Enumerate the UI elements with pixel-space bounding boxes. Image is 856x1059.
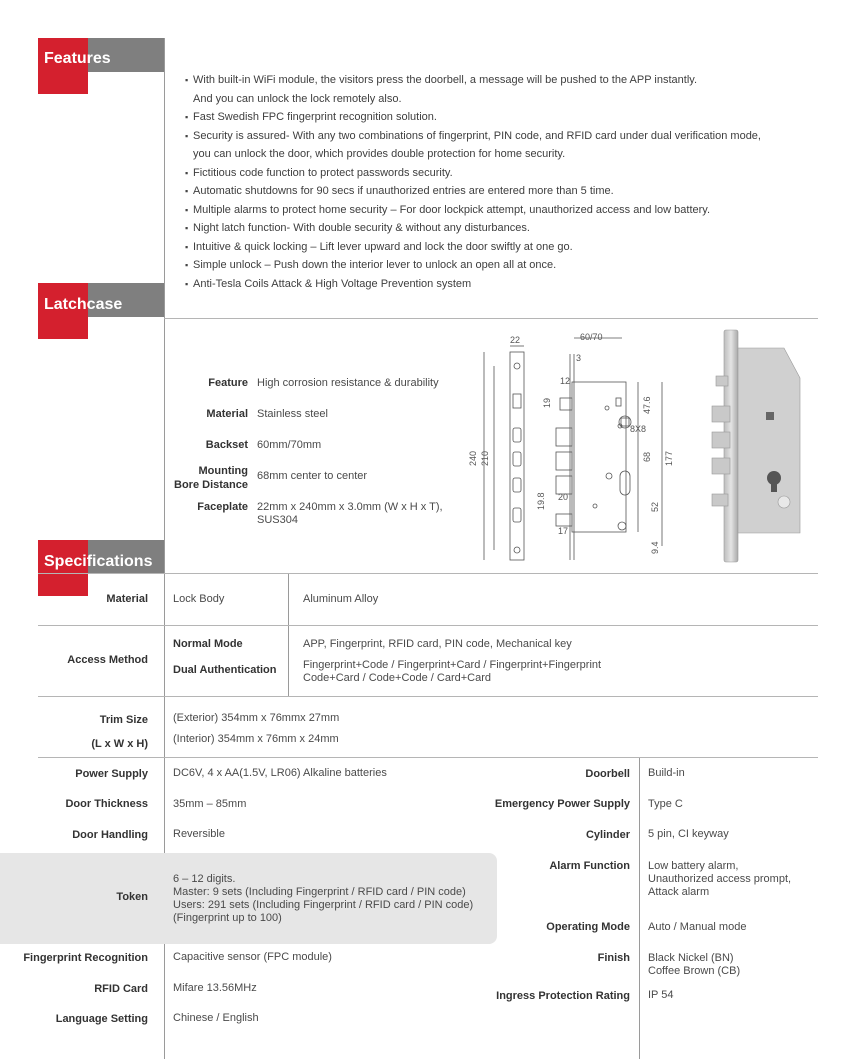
spec-value-cylinder: 5 pin, CI keyway: [648, 828, 729, 840]
screw-hole: [514, 363, 520, 369]
divider: [164, 318, 818, 319]
specifications-title: Specifications: [44, 553, 153, 570]
spec-value-door-thickness: 35mm – 85mm: [173, 798, 247, 810]
feature-item: ▪ Fast Swedish FPC fingerprint recognition solution.: [185, 108, 761, 127]
spec-label-emergency: Emergency Power Supply: [494, 798, 630, 810]
latch-value-material: Stainless steel: [257, 408, 328, 420]
spec-value-alarm: Low battery alarm, Unauthorized access prompt, Attack alarm: [648, 860, 792, 898]
feature-item: ▪ Night latch function- With double security & without any disturbances.: [185, 219, 761, 238]
spec-right-divider: [639, 757, 640, 1059]
faceplate-outline: [510, 352, 524, 560]
screw: [618, 522, 626, 530]
photo-spindle: [766, 412, 774, 420]
screw: [606, 473, 612, 479]
latch-value-faceplate: 22mm x 240mm x 3.0mm (W x H x T), SUS304: [257, 501, 443, 526]
screw: [605, 406, 609, 410]
spec-normal-mode-value: APP, Fingerprint, RFID card, PIN code, Mechanical key: [303, 638, 572, 650]
small-slot: [616, 398, 621, 406]
dim-177: 177: [664, 450, 674, 466]
screw: [593, 504, 597, 508]
spec-label-alarm: Alarm Function: [549, 860, 630, 872]
spec-value-rfid: Mifare 13.56MHz: [173, 982, 257, 994]
latch-label-faceplate: Faceplate: [197, 501, 248, 513]
latch-value-mounting: 68mm center to center: [257, 470, 368, 482]
spec-label-operating: Operating Mode: [546, 921, 630, 933]
dim-240: 240: [468, 450, 478, 466]
dim-210: 210: [480, 450, 490, 466]
photo-bolt: [712, 432, 730, 448]
photo-bolt: [712, 458, 730, 474]
dim-6070: 60/70: [580, 332, 603, 342]
latch-label-feature: Feature: [208, 377, 248, 389]
latch-value-feature: High corrosion resistance & durability: [257, 377, 439, 389]
photo-cylinder-slot: [771, 478, 777, 492]
dim-22: 22: [510, 335, 521, 345]
spec-value-emergency: Type C: [648, 798, 683, 810]
latchcase-photo: [704, 328, 814, 568]
feature-item: ▪ Anti-Tesla Coils Attack & High Voltage Prevention system: [185, 275, 761, 294]
spec-label-token: Token: [116, 891, 148, 903]
dim-68: 68: [642, 451, 652, 462]
dead-bolt: [556, 452, 572, 470]
case-outline: [572, 382, 626, 532]
bolt-slot: [513, 452, 521, 466]
lower-bolt: [556, 514, 572, 526]
spec-material-value: Aluminum Alloy: [303, 593, 379, 605]
dim-52: 52: [650, 501, 660, 512]
spec-dual-auth-value: Fingerprint+Code / Fingerprint+Card / Fingerprint+Fingerprint Code+Card / Code+Code / Card+Card: [303, 659, 602, 684]
photo-case: [738, 348, 800, 533]
spec-value-ingress: IP 54: [648, 989, 674, 1001]
features-list: [185, 71, 761, 293]
spec-material-sub: Lock Body: [173, 593, 225, 605]
dim-17: 17: [558, 526, 569, 536]
photo-knob: [778, 496, 790, 508]
spec-value-operating: Auto / Manual mode: [648, 921, 747, 933]
spec-label-door-handling: Door Handling: [72, 829, 148, 841]
latchcase-title: Latchcase: [44, 296, 123, 313]
latch-value-backset: 60mm/70mm: [257, 439, 322, 451]
dim-20: 20: [558, 492, 569, 502]
spec-value-doorbell: Build-in: [648, 767, 685, 779]
feature-item: ▪ Security is assured- With any two combinations of fingerprint, PIN code, and RFID card under dual verification mode, you can unlock the door, which provides double protection for home security.: [185, 127, 761, 164]
photo-lower-bolt: [712, 494, 728, 506]
features-title: Features: [44, 50, 111, 67]
spec-label-access: Access Method: [67, 654, 148, 666]
spec-value-fingerprint: Capacitive sensor (FPC module): [173, 951, 332, 963]
latch-label-mounting: Mounting Bore Distance: [174, 465, 248, 491]
spec-value-power: DC6V, 4 x AA(1.5V, LR06) Alkaline batteries: [173, 767, 387, 779]
divider: [38, 573, 818, 574]
spindle-square: [621, 418, 629, 426]
dim-8x8: 8X8: [630, 424, 647, 434]
bolt-slot: [513, 478, 521, 492]
spec-value-language: Chinese / English: [173, 1012, 259, 1024]
feature-item: ▪ Intuitive & quick locking – Lift lever upward and lock the door swiftly at one go.: [185, 238, 761, 257]
spec-value-finish: Black Nickel (BN) Coffee Brown (CB): [648, 952, 741, 977]
spec-label-finish: Finish: [597, 952, 630, 964]
divider: [38, 757, 818, 758]
dim-476: 47.6: [642, 396, 652, 414]
spec-label-cylinder: Cylinder: [585, 829, 630, 841]
feature-item: ▪ Multiple alarms to protect home security – For door lockpick attempt, unauthorized access and low battery.: [185, 201, 761, 220]
spec-label-language: Language Setting: [55, 1013, 148, 1025]
feature-item: ▪ Automatic shutdowns for 90 secs if unauthorized entries are entered more than 5 time.: [185, 182, 761, 201]
spec-label-material: Material: [106, 593, 148, 605]
divider: [38, 625, 818, 626]
spec-label-power: Power Supply: [75, 768, 148, 780]
dim-94: 9.4: [650, 541, 660, 554]
dim-3: 3: [576, 353, 582, 363]
bolt-slot: [513, 508, 521, 522]
spec-value-door-handling: Reversible: [173, 828, 225, 840]
dim-198: 19.8: [536, 492, 546, 510]
spec-label-doorbell: Doorbell: [585, 768, 630, 780]
dim-19: 19: [542, 397, 552, 408]
photo-bolt: [712, 406, 730, 422]
screw-hole: [514, 547, 520, 553]
bolt-slot: [513, 428, 521, 442]
dead-bolt: [556, 428, 572, 446]
spec-label-ingress: Ingress Protection Rating: [496, 990, 630, 1002]
spec-label-trim: Trim Size (L x W x H): [91, 714, 148, 750]
spec-column-divider: [288, 573, 289, 696]
divider: [38, 696, 818, 697]
spec-trim-interior: (Interior) 354mm x 76mm x 24mm: [173, 733, 339, 745]
latch-label-material: Material: [206, 408, 248, 420]
spec-trim-exterior: (Exterior) 354mm x 76mmx 27mm: [173, 712, 340, 724]
spec-dual-auth-label: Dual Authentication: [173, 664, 277, 676]
photo-latch: [716, 376, 728, 386]
cylinder-hole: [620, 471, 630, 495]
spec-normal-mode-label: Normal Mode: [173, 638, 243, 650]
latch-label-backset: Backset: [205, 439, 248, 451]
spec-label-rfid: RFID Card: [94, 983, 148, 995]
latchcase-technical-drawing: [462, 328, 702, 568]
dim-12: 12: [560, 376, 571, 386]
latch-slot: [513, 394, 521, 408]
feature-item: ▪ With built-in WiFi module, the visitors press the doorbell, a message will be pushed to the APP instantly. And you can unlock the lock remotely also.: [185, 71, 761, 108]
spec-label-fingerprint: Fingerprint Recognition: [23, 952, 148, 964]
spec-label-door-thickness: Door Thickness: [65, 798, 148, 810]
feature-item: ▪ Fictitious code function to protect passwords security.: [185, 164, 761, 183]
feature-item: ▪ Simple unlock – Push down the interior lever to unlock an open all at once.: [185, 256, 761, 275]
spec-value-token: 6 – 12 digits. Master: 9 sets (Including Fingerprint / RFID card / PIN code) Users: 291 sets (Including Fingerprint / RFID card / PIN code) (Fingerprint up to 100): [173, 873, 474, 924]
